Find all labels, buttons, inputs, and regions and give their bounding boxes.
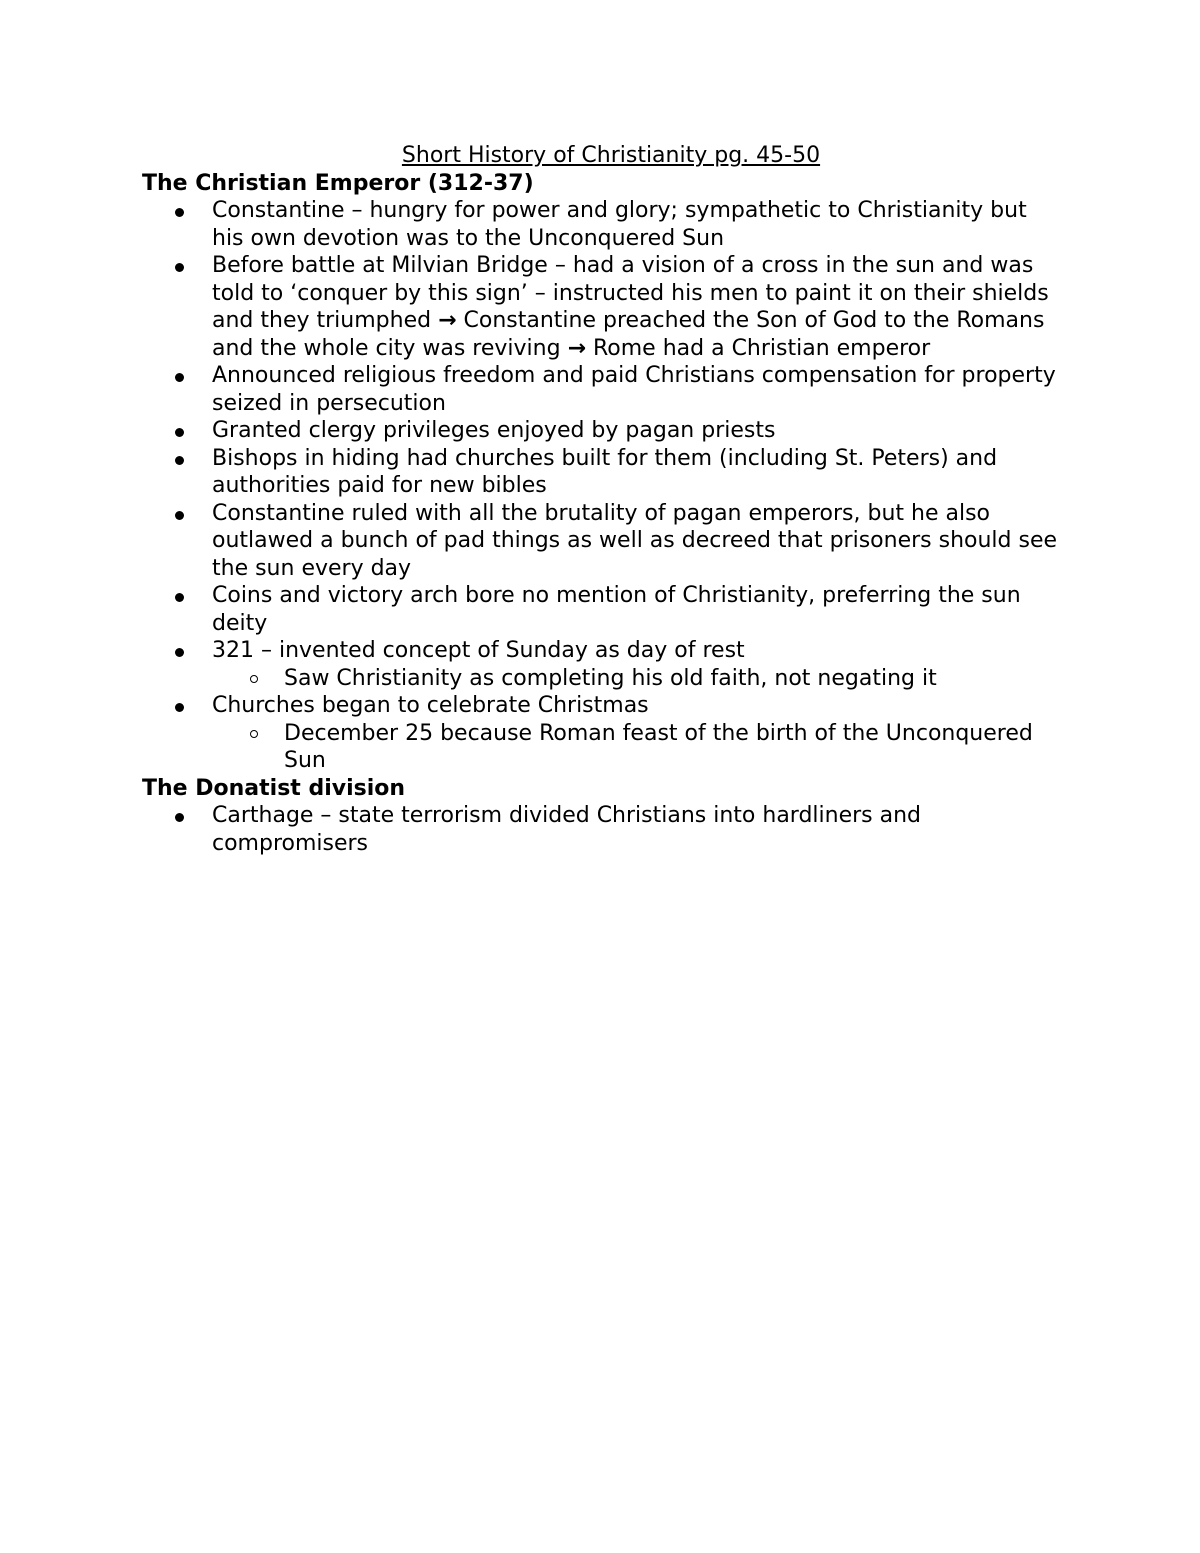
bullet-list-donatist-division (142, 802, 1062, 857)
list-item-text: Constantine ruled with all the brutality of pagan emperors, but he also outlawed a bunch of pad things as well as decreed that prisoners should see the sun every day (212, 500, 1058, 581)
list-item (142, 445, 1062, 500)
bullet-marker (175, 373, 184, 382)
list-item (142, 582, 1062, 637)
right-arrow-icon: → (567, 335, 586, 361)
list-item-text: Bishops in hiding had churches built for them (including St. Peters) and authorities paid for new bibles (212, 445, 998, 498)
bullet-marker (175, 648, 184, 657)
list-item (142, 197, 1062, 252)
right-arrow-icon: → (438, 308, 457, 333)
list-item (142, 637, 1062, 692)
list-item-text: Rome had a Christian emperor (586, 335, 931, 361)
document-page (142, 142, 1062, 857)
document-title: Short History of Christianity pg. 45-50 (401, 143, 821, 168)
sub-list-item-text: Saw Christianity as completing his old faith, not negating it (284, 665, 937, 691)
sub-bullet-marker (250, 675, 258, 683)
list-item-text: Carthage – state terrorism divided Christians into hardliners and compromisers (212, 803, 922, 856)
bullet-marker (175, 428, 184, 437)
list-item-text: Constantine – hungry for power and glory; sympathetic to Christianity but his own devotion was to the Unconquered Sun (212, 198, 1027, 251)
bullet-marker (175, 456, 184, 465)
list-item-text: 321 – invented concept of Sunday as day of rest (212, 638, 745, 663)
sub-bullet-list (142, 665, 1062, 693)
sub-list-item (142, 720, 1062, 775)
list-item (142, 802, 1062, 857)
list-item-text: Announced religious freedom and paid Christians compensation for property seized in persecution (212, 363, 1056, 416)
bullet-marker (175, 208, 184, 217)
list-item (142, 417, 1062, 445)
sub-list-item (142, 665, 1062, 693)
list-item (142, 362, 1062, 417)
bullet-marker (175, 593, 184, 602)
bullet-list-christian-emperor (142, 197, 1062, 775)
list-item-text: Constantine preached the Son of God to the Romans and the whole city was reviving (212, 308, 1045, 361)
list-item (142, 500, 1062, 583)
bullet-marker (175, 511, 184, 520)
list-item-text: Churches began to celebrate Christmas (212, 693, 649, 718)
list-item-text: Granted clergy privileges enjoyed by pagan priests (212, 418, 776, 443)
bullet-marker (175, 703, 184, 712)
sub-list-item-text: December 25 because Roman feast of the birth of the Unconquered Sun (284, 720, 1033, 773)
sub-bullet-marker (250, 730, 258, 738)
list-item (142, 252, 1062, 362)
list-item-text: Before battle at Milvian Bridge – had a vision of a cross in the sun and was told to ‘conquer by this sign’ – instructed his men to paint it on their shields and they triumphed (212, 253, 1049, 333)
sub-bullet-list (142, 720, 1062, 775)
section-heading-christian-emperor: The Christian Emperor (312-37) (142, 170, 534, 196)
list-item-text: Coins and victory arch bore no mention of Christianity, preferring the sun deity (212, 583, 1021, 636)
bullet-marker (175, 263, 184, 272)
bullet-marker (175, 813, 184, 822)
list-item (142, 692, 1062, 775)
section-heading-donatist-division: The Donatist division (142, 775, 406, 801)
